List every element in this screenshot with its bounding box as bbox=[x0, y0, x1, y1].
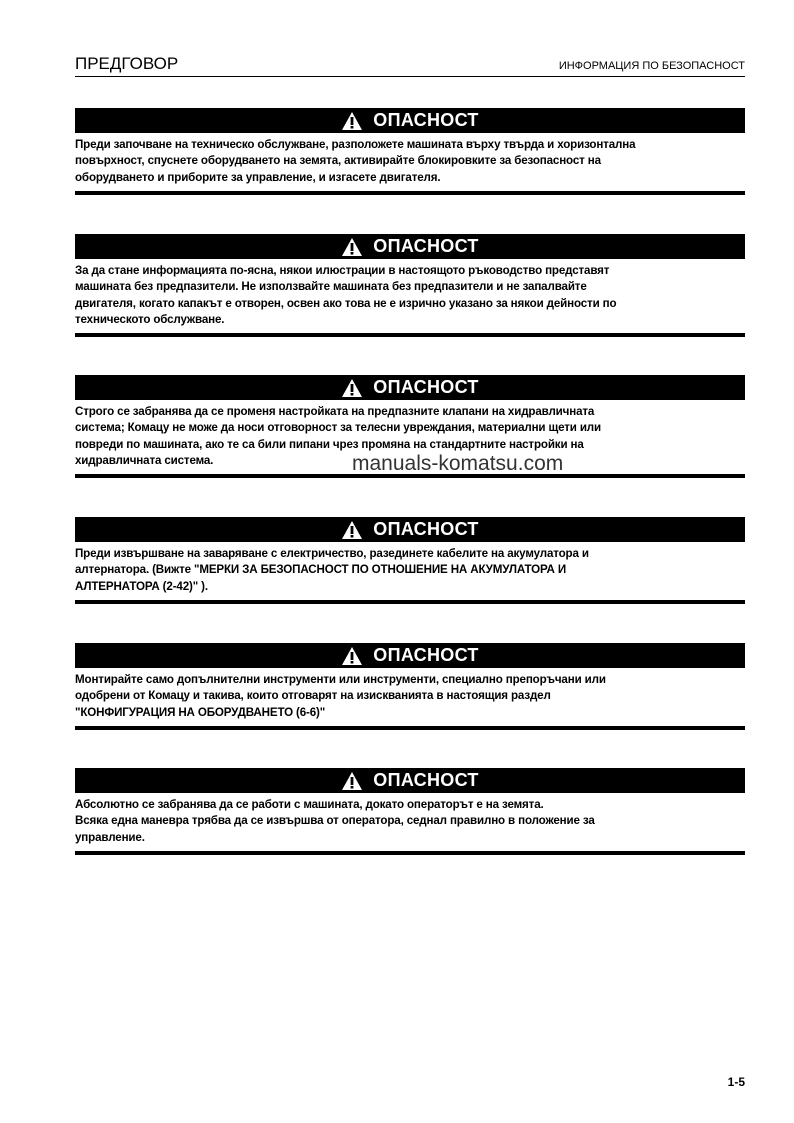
notice-bottom-rule bbox=[75, 191, 745, 195]
warning-triangle-icon bbox=[341, 111, 363, 131]
header-divider bbox=[75, 76, 745, 77]
danger-notice bbox=[75, 108, 745, 195]
notice-text-line: Строго се забранява да се променя настройката на предпазните клапани на хидравличната bbox=[75, 405, 595, 418]
notice-text-line: двигателя, когато капакът е отворен, освен ако това не е изрично указано за някои дейности по bbox=[75, 296, 617, 310]
danger-label: ОПАСНОСТ bbox=[373, 110, 479, 130]
warning-triangle-icon bbox=[341, 520, 363, 540]
danger-label: ОПАСНОСТ bbox=[373, 377, 479, 397]
notice-text-line: повърхност, спуснете оборудването на земята, активирайте блокировките за безопасност на bbox=[75, 154, 601, 168]
warning-triangle-icon bbox=[341, 237, 363, 257]
notice-text-line: АЛТЕРНАТОРА (2-42)" ). bbox=[75, 579, 208, 593]
notice-text-line: Преди започване на техническо обслужване, разположете машината върху твърда и хоризонтална bbox=[75, 138, 636, 151]
notice-bottom-rule bbox=[75, 600, 745, 604]
notice-text-line: одобрени от Комацу и такива, които отговарят на изискванията в настоящия раздел bbox=[75, 689, 551, 703]
notice-text-line: техническото обслужване. bbox=[75, 312, 225, 326]
notice-bottom-rule bbox=[75, 726, 745, 730]
danger-header bbox=[75, 643, 745, 668]
notice-text-line: За да стане информацията по-ясна, някои илюстрации в настоящото ръководство представят bbox=[75, 264, 610, 277]
notice-text-line: алтернатора. (Вижте "МЕРКИ ЗА БЕЗОПАСНОСТ ПО ОТНОШЕНИЕ НА АКУМУЛАТОРА И bbox=[75, 563, 567, 577]
warning-triangle-icon bbox=[341, 378, 363, 398]
notice-text-line: машината без предпазители. Не използвайте машината без предпазители и не запалвайте bbox=[75, 280, 587, 294]
danger-header bbox=[75, 375, 745, 400]
danger-header bbox=[75, 108, 745, 133]
danger-header bbox=[75, 517, 745, 542]
notice-bottom-rule bbox=[75, 851, 745, 855]
notice-text-line: Преди извършване на заваряване с електричество, разединете кабелите на акумулатора и bbox=[75, 547, 589, 560]
danger-label: ОПАСНОСТ bbox=[373, 519, 479, 539]
danger-notice bbox=[75, 768, 745, 855]
danger-label: ОПАСНОСТ bbox=[373, 236, 479, 256]
notice-bottom-rule bbox=[75, 333, 745, 337]
danger-notice bbox=[75, 643, 745, 730]
notice-text-line: "КОНФИГУРАЦИЯ НА ОБОРУДВАНЕТО (6-6)" bbox=[75, 705, 326, 719]
chapter-title: ИНФОРМАЦИЯ ПО БЕЗОПАСНОСТ bbox=[558, 60, 745, 72]
notice-text-line: оборудването и приборите за управление, и изгасете двигателя. bbox=[75, 170, 441, 184]
watermark: manuals-komatsu.com bbox=[352, 452, 564, 475]
section-title: ПРЕДГОВОР bbox=[75, 54, 179, 73]
warning-triangle-icon bbox=[341, 646, 363, 666]
notice-text-line: хидравличната система. bbox=[75, 453, 214, 467]
notice-text-line: Абсолютно се забранява да се работи с машината, докато операторът е на земята. bbox=[75, 798, 544, 811]
notice-text-line: система; Комацу не може да носи отговорност за телесни увреждания, материални щети или bbox=[75, 421, 602, 435]
danger-header bbox=[75, 768, 745, 793]
danger-label: ОПАСНОСТ bbox=[373, 770, 479, 790]
warning-triangle-icon bbox=[341, 771, 363, 791]
page-number: 1-5 bbox=[727, 1075, 745, 1089]
notice-text-line: Всяка една маневра трябва да се извършва от оператора, седнал правилно в положение за bbox=[75, 814, 595, 828]
notice-text-line: управление. bbox=[75, 830, 145, 844]
danger-label: ОПАСНОСТ bbox=[373, 645, 479, 665]
danger-notice bbox=[75, 517, 745, 604]
danger-header bbox=[75, 234, 745, 259]
notice-text-line: Монтирайте само допълнителни инструменти или инструменти, специално препоръчани или bbox=[75, 673, 606, 686]
notice-text-line: повреди по машината, ако те са били пипани чрез промяна на стандартните настройки на bbox=[75, 437, 584, 451]
danger-notice bbox=[75, 234, 745, 337]
